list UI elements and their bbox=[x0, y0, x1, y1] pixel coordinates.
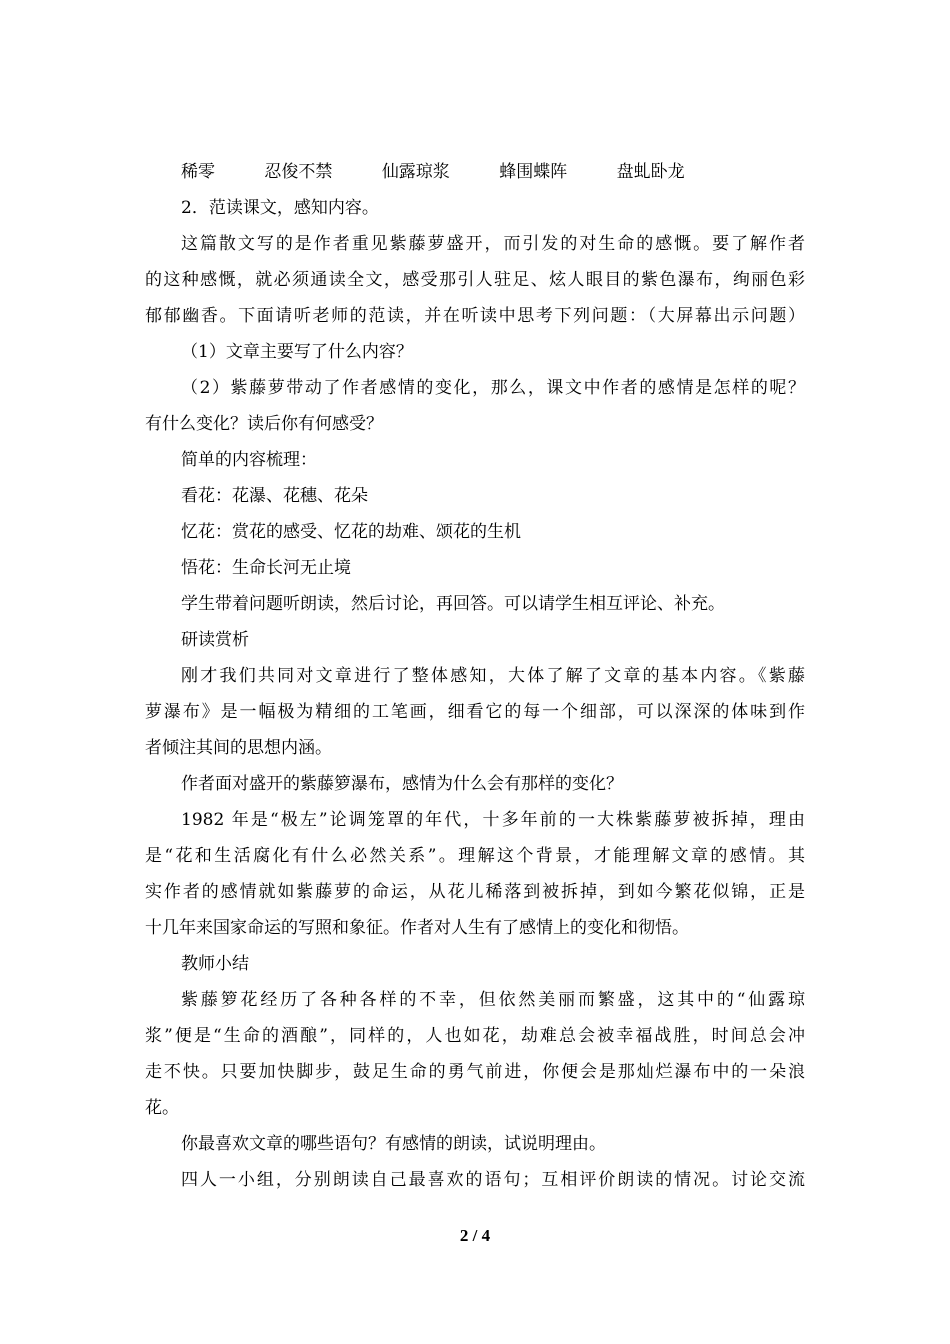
paragraph-line: 花。 bbox=[145, 1098, 179, 1118]
paragraph-line: 四人一小组，分别朗读自己最喜欢的语句；互相评价朗读的情况。讨论交流 bbox=[181, 1170, 805, 1190]
vocab-word: 盘虬卧龙 bbox=[616, 162, 685, 182]
vocabulary-list bbox=[181, 160, 729, 184]
paragraph-line: 1982 年是“极左”论调笼罩的年代，十多年前的一大株紫藤萝被拆掉，理由 bbox=[181, 810, 805, 830]
section-heading: 研读赏析 bbox=[181, 630, 249, 650]
paragraph-line: 作者面对盛开的紫藤箩瀑布，感情为什么会有那样的变化？ bbox=[181, 774, 623, 794]
paragraph-line: 是“花和生活腐化有什么必然关系”。理解这个背景，才能理解文章的感情。其 bbox=[145, 846, 805, 866]
paragraph-line: 萝瀑布》是一幅极为精细的工笔画，细看它的每一个细部，可以深深的体味到作 bbox=[145, 702, 805, 722]
paragraph-line: 者倾注其间的思想内涵。 bbox=[145, 738, 332, 758]
section-heading: 教师小结 bbox=[181, 954, 249, 974]
vocab-word: 蜂围蝶阵 bbox=[499, 162, 568, 182]
page-number: 2 / 4 bbox=[459, 1226, 491, 1245]
paragraph-line: 实作者的感情就如紫藤萝的命运，从花儿稀落到被拆掉，到如今繁花似锦，正是 bbox=[145, 882, 805, 902]
vocab-word: 忍俊不禁 bbox=[264, 162, 333, 182]
paragraph-line: 简单的内容梳理： bbox=[181, 450, 317, 470]
section-heading: 2．范读课文，感知内容。 bbox=[181, 198, 379, 218]
paragraph-line: 浆”便是“生命的酒酿”，同样的，人也如花，劫难总会被幸福战胜，时间总会冲 bbox=[145, 1026, 805, 1046]
vocab-word: 稀零 bbox=[181, 162, 215, 182]
question-line: 有什么变化？读后你有何感受？ bbox=[145, 414, 383, 434]
paragraph-line: 走不快。只要加快脚步，鼓足生命的勇气前进，你便会是那灿烂瀑布中的一朵浪 bbox=[145, 1062, 805, 1082]
vocab-word: 仙露琼浆 bbox=[381, 162, 450, 182]
paragraph-line: 紫藤箩花经历了各种各样的不幸，但依然美丽而繁盛，这其中的“仙露琼 bbox=[181, 990, 805, 1010]
paragraph-line: 的这种感慨，就必须通读全文，感受那引人驻足、炫人眼目的紫色瀑布，绚丽色彩 bbox=[145, 270, 805, 290]
outline-item: 悟花：生命长河无止境 bbox=[181, 558, 351, 578]
outline-item: 看花：花瀑、花穗、花朵 bbox=[181, 486, 368, 506]
paragraph-line: 郁郁幽香。下面请听老师的范读，并在听读中思考下列问题：（大屏幕出示问题） bbox=[145, 306, 805, 326]
paragraph-line: 你最喜欢文章的哪些语句？有感情的朗读，试说明理由。 bbox=[181, 1134, 606, 1154]
paragraph-line: 学生带着问题听朗读，然后讨论，再回答。可以请学生相互评论、补充。 bbox=[181, 594, 725, 614]
outline-item: 忆花：赏花的感受、忆花的劫难、颂花的生机 bbox=[181, 522, 521, 542]
paragraph-line: 十几年来国家命运的写照和象征。作者对人生有了感情上的变化和彻悟。 bbox=[145, 918, 689, 938]
question-line: （2）紫藤萝带动了作者感情的变化，那么，课文中作者的感情是怎样的呢？ bbox=[181, 378, 805, 398]
question-line: （1）文章主要写了什么内容？ bbox=[181, 342, 413, 362]
paragraph-line: 这篇散文写的是作者重见紫藤萝盛开，而引发的对生命的感慨。要了解作者 bbox=[181, 234, 805, 254]
paragraph-line: 刚才我们共同对文章进行了整体感知，大体了解了文章的基本内容。《紫藤 bbox=[181, 666, 805, 686]
